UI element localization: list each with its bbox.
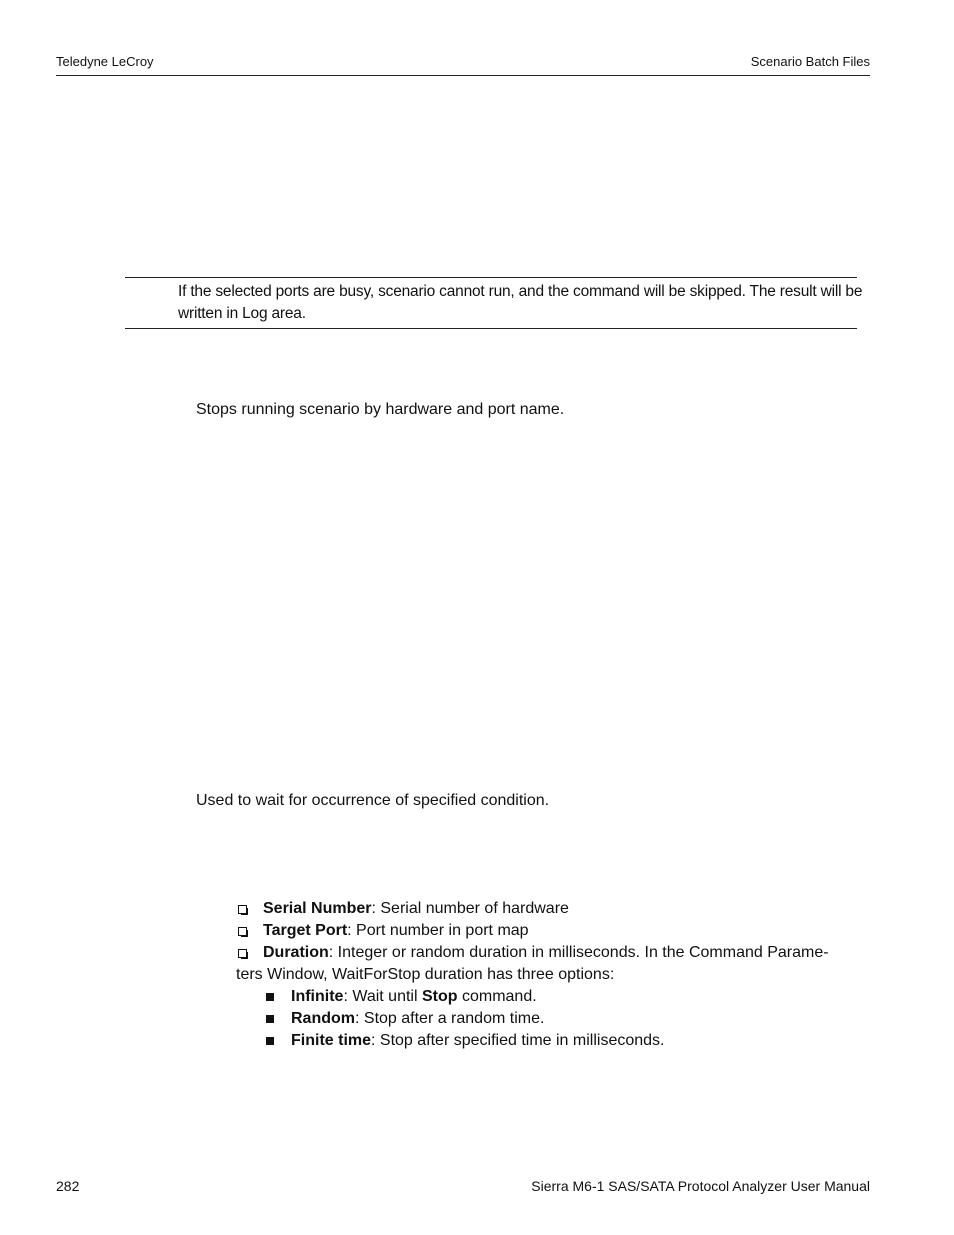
square-bullet-icon xyxy=(266,1015,274,1023)
checkbox-bullet-icon xyxy=(238,949,247,958)
square-bullet-icon xyxy=(266,993,274,1001)
list-item-finite-time xyxy=(236,1030,876,1052)
header-right: Scenario Batch Files xyxy=(750,54,870,69)
desc: : Serial number of hardware xyxy=(371,900,569,917)
checkbox-bullet-icon xyxy=(238,927,247,936)
term: Random xyxy=(291,1010,355,1027)
list-item-serial-number xyxy=(236,898,876,920)
checkbox-bullet-icon xyxy=(238,905,247,914)
desc-bold: Stop xyxy=(421,988,458,1005)
square-bullet-icon xyxy=(266,1037,274,1045)
term: Serial Number xyxy=(263,900,372,917)
header-left: Teledyne LeCroy xyxy=(56,54,154,69)
page-number: 282 xyxy=(56,1178,80,1194)
desc: : Stop after a random time. xyxy=(355,1010,545,1027)
header-rule xyxy=(56,75,870,76)
desc: : Wait until xyxy=(343,988,422,1005)
list-item-target-port xyxy=(236,920,876,942)
desc: : Integer or random duration in milliseconds. In the Command Parame- xyxy=(328,944,829,961)
desc-post: command. xyxy=(457,988,537,1005)
list-item-duration xyxy=(236,942,876,986)
note-top-rule xyxy=(125,277,857,278)
note-text: If the selected ports are busy, scenario cannot run, and the command will be skipped. The result will be written in Log area. xyxy=(178,283,863,322)
stop-description: Stops running scenario by hardware and port name. xyxy=(196,401,565,418)
parameter-list xyxy=(236,898,876,1052)
term: Finite time xyxy=(291,1032,372,1049)
desc: : Stop after specified time in milliseconds. xyxy=(371,1032,665,1049)
term: Infinite xyxy=(291,988,344,1005)
note-bottom-rule xyxy=(125,328,857,329)
term: Target Port xyxy=(263,922,348,939)
term: Duration xyxy=(263,944,329,961)
footer-title: Sierra M6-1 SAS/SATA Protocol Analyzer User Manual xyxy=(531,1178,870,1194)
wait-description: Used to wait for occurrence of specified condition. xyxy=(196,792,550,809)
desc-continued: ters Window, WaitForStop duration has three options: xyxy=(236,966,615,983)
desc: : Port number in port map xyxy=(347,922,529,939)
list-item-random xyxy=(236,1008,876,1030)
list-item-infinite xyxy=(236,986,876,1008)
